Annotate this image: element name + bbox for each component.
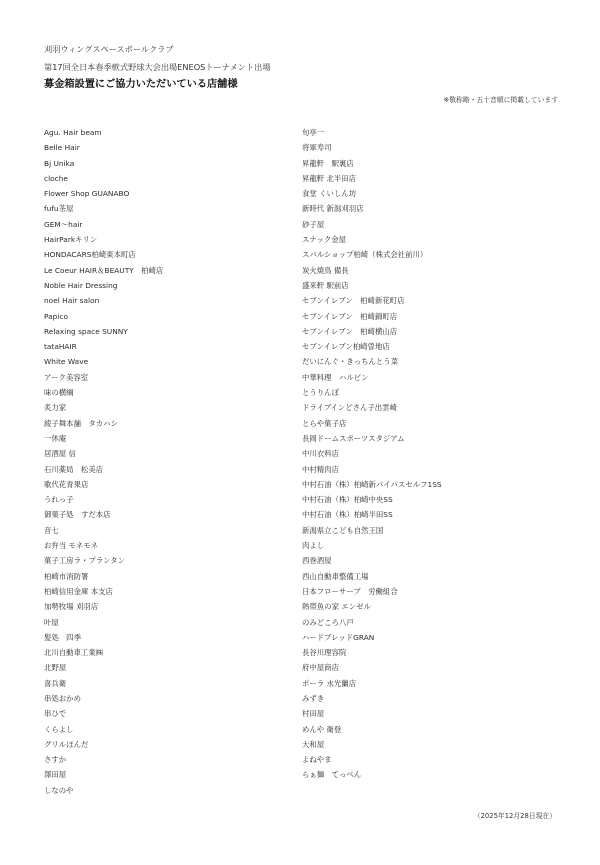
store-item: 中村石油（株）柏崎半田SS: [302, 510, 393, 520]
store-item: GEM～hair: [44, 219, 83, 229]
store-item: HONDACARS柏崎東本町店: [44, 250, 136, 260]
store-item: HairParkキリン: [44, 235, 98, 245]
store-item: White Wave: [44, 357, 89, 367]
store-item: 一休庵: [44, 433, 67, 443]
store-item: 熱帯魚の家 エンゼル: [302, 602, 371, 612]
store-item: スバルショップ柏崎（株式会社前川）: [302, 250, 428, 260]
store-item: しなのや: [44, 785, 74, 795]
store-item: 柏崎市消防署: [44, 571, 89, 581]
store-item: 髪処 四季: [44, 632, 81, 642]
store-item: 中村精肉店: [302, 464, 339, 474]
store-list-right: [302, 125, 562, 783]
store-item: fufu茶屋: [44, 204, 74, 214]
store-item: めんや 衛登: [302, 724, 342, 734]
store-item: 味の横綱: [44, 388, 74, 398]
store-item: とらや菓子店: [302, 418, 347, 428]
store-item: 村田屋: [302, 709, 325, 719]
store-item: 歌代花青果店: [44, 479, 89, 489]
as-of-date: （2025年12月28日現在）: [473, 812, 556, 820]
store-item: 肉よし: [302, 541, 325, 551]
store-item: 北野屋: [44, 663, 67, 673]
store-item: 串処おかめ: [44, 693, 81, 703]
store-item: 昇龍軒 駅裏店: [302, 158, 354, 168]
club-name: 刈羽ウィングスペースボールクラブ: [44, 44, 174, 54]
store-item: とうりんぼ: [302, 388, 339, 398]
store-item: Bj Unika: [44, 158, 75, 168]
store-item: 居酒屋 信: [44, 449, 76, 459]
store-item: cloche: [44, 173, 68, 183]
store-item: のみどころ八戸: [302, 617, 354, 627]
store-item: さすか: [44, 755, 67, 765]
store-item: 御菓子処 すだ本店: [44, 510, 111, 520]
store-item: 長谷川理容院: [302, 648, 347, 658]
store-item: 柏崎信用金庫 本支店: [44, 586, 113, 596]
store-item: 叶屋: [44, 617, 59, 627]
page-title: 募金箱設置にご協力いただいている店舗様: [44, 79, 238, 90]
store-item: ドライブインどさん子出雲崎: [302, 403, 397, 413]
store-item: 新時代 新潟刈羽店: [302, 204, 364, 214]
store-item: 加勢牧場 刈羽店: [44, 602, 99, 612]
store-item: Relaxing space SUNNY: [44, 326, 128, 336]
tournament-line: 第17回全日本春季軟式野球大会出場ENEOSトーナメント出場: [44, 62, 271, 72]
store-item: 中村石油（株）柏崎新バイパスセルフ1SS: [302, 479, 442, 489]
store-item: くらよし: [44, 724, 74, 734]
store-item: うれっ子: [44, 495, 74, 505]
store-item: 喜兵衛: [44, 678, 67, 688]
store-item: Le Coeur HAIR＆BEAUTY 柏崎店: [44, 265, 164, 275]
store-item: ハードブレッドGRAN: [302, 632, 375, 642]
store-item: tataHAIR: [44, 342, 77, 352]
store-item: 中華料理 ハルビン: [302, 372, 369, 382]
store-item: noel Hair salon: [44, 296, 100, 306]
store-item: セブンイレブン 柏崎錦町店: [302, 311, 398, 321]
store-item: セブンイレブン 柏崎横山店: [302, 326, 398, 336]
store-item: 食堂 くいしん坊: [302, 189, 357, 199]
store-item: 中村石油（株）柏崎中央SS: [302, 495, 393, 505]
store-item: 西山自動車整備工場: [302, 571, 369, 581]
store-item: お弁当 モネモネ: [44, 541, 99, 551]
store-item: セブンイレブン柏崎曽地店: [302, 342, 390, 352]
store-item: 北川自動車工業㈱: [44, 648, 104, 658]
store-item: セブンイレブン 柏崎新花町店: [302, 296, 405, 306]
store-item: Flower Shop GUANABO: [44, 189, 130, 199]
store-item: らぁ麺 てっぺん: [302, 770, 362, 780]
store-item: 昇龍軒 北半田店: [302, 173, 357, 183]
store-item: スナック金屋: [302, 235, 347, 245]
store-item: 旬亭一: [302, 128, 325, 137]
store-item: 砂子屋: [302, 219, 325, 229]
store-item: 炙力家: [44, 403, 67, 413]
store-item: 盛来軒 駅前店: [302, 280, 349, 290]
store-item: 菓子工房ラ・プランタン: [44, 556, 126, 566]
store-item: 府中屋商店: [302, 663, 339, 673]
store-item: だいにんぐ・きっちんとう菜: [302, 357, 399, 367]
store-item: Noble Hair Dressing: [44, 280, 118, 290]
store-item: 日本フローサーブ 労働組合: [302, 586, 398, 596]
store-item: ポーラ 水光蘭店: [302, 678, 357, 688]
store-item: 音七: [44, 525, 59, 535]
store-item: グリルほんだ: [44, 739, 89, 749]
store-item: 大和屋: [302, 739, 325, 749]
store-item: 炭火焼鳥 備長: [302, 265, 349, 275]
store-item: 串ひで: [44, 709, 67, 719]
store-item: 石川薬局 松美店: [44, 464, 104, 474]
store-item: Papico: [44, 311, 68, 321]
store-item: 西巻酒屋: [302, 556, 332, 566]
store-item: みずき: [302, 693, 325, 703]
store-item: 澤田屋: [44, 770, 67, 780]
store-item: 将軍寿司: [302, 143, 332, 153]
store-list-left: [44, 125, 284, 798]
store-item: 中川衣料店: [302, 449, 339, 459]
store-item: 綾子舞本舗 タカハシ: [44, 418, 118, 428]
store-item: よねやま: [302, 755, 332, 765]
store-item: アーク美容室: [44, 372, 89, 382]
store-item: 新潟県立こども自然王国: [302, 525, 384, 535]
sort-note: ※敬称略・五十音順に掲載しています: [443, 96, 558, 104]
store-item: 長岡ドームスポーツスタジアム: [302, 433, 405, 443]
store-item: Belle Hair: [44, 143, 80, 153]
store-item: Agu. Hair beam: [44, 128, 102, 137]
